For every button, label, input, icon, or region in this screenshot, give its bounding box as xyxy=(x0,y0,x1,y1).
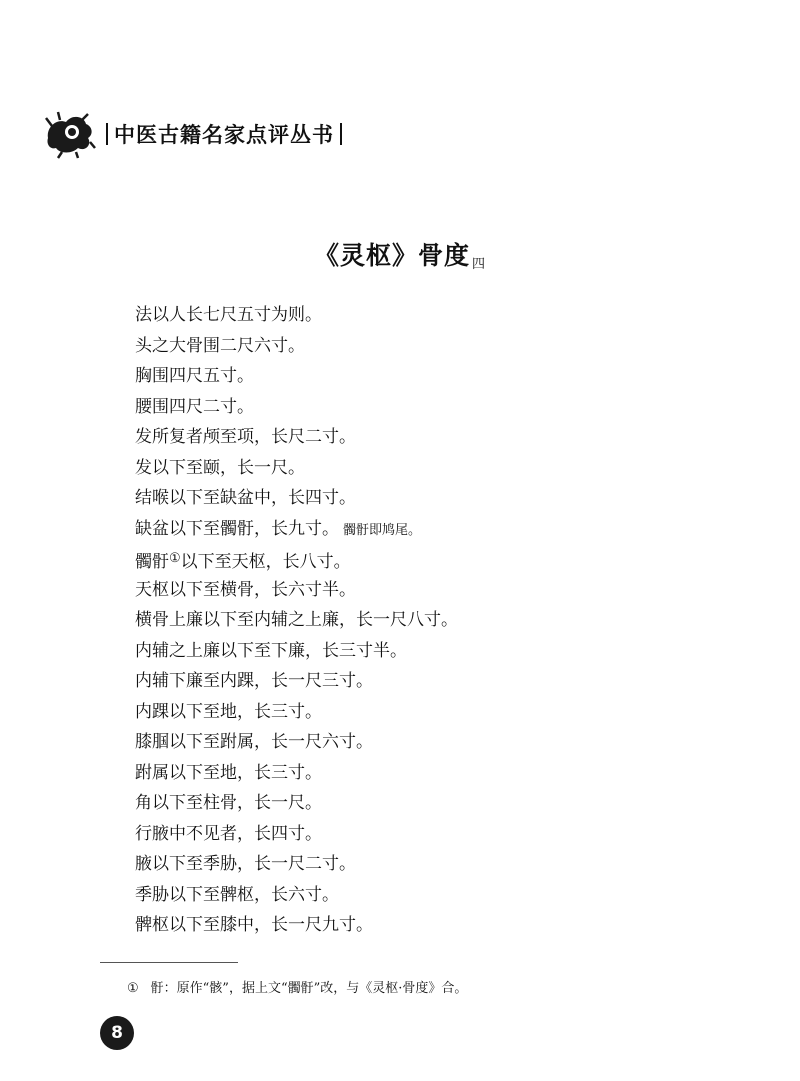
divider xyxy=(106,123,108,145)
text-line xyxy=(135,361,735,392)
text-line xyxy=(135,788,735,819)
text-line xyxy=(135,849,735,880)
line-text: 腰围四尺二寸。 xyxy=(135,396,254,417)
series-title xyxy=(100,119,348,149)
footnote-text: 骬：原作“骸”，据上文“髑骬”改，与《灵枢·骨度》合。 xyxy=(150,981,468,996)
annotation-note: 髑骬即鸠尾。 xyxy=(343,522,422,538)
line-text: 缺盆以下至髑骬，长九寸。 xyxy=(135,518,339,539)
text-line xyxy=(135,422,735,453)
line-text: 发所复者颅至项，长尺二寸。 xyxy=(135,427,356,447)
text-line xyxy=(135,880,735,911)
line-text: 发以下至颐，长一尺。 xyxy=(135,457,305,478)
text-line xyxy=(135,727,735,758)
text-body xyxy=(135,300,735,941)
line-text: 内辅之上廉以下至下廉，长三寸半。 xyxy=(135,640,407,661)
text-line xyxy=(135,575,735,606)
line-text: 头之大骨围二尺六寸。 xyxy=(135,335,305,356)
line-text: 髑骬 xyxy=(135,552,169,572)
series-title-text: 中医古籍名家点评丛书 xyxy=(114,123,334,147)
chapter-title xyxy=(0,236,800,272)
text-line xyxy=(135,453,735,484)
text-line xyxy=(135,514,735,545)
line-text: 跗属以下至地，长三寸。 xyxy=(135,762,322,783)
chapter-title-text: 《灵枢》骨度 xyxy=(313,241,470,270)
text-line xyxy=(135,605,735,636)
divider xyxy=(340,123,342,145)
line-text: 角以下至柱骨，长一尺。 xyxy=(135,793,322,813)
line-text: 天枢以下至横骨，长六寸半。 xyxy=(135,579,356,600)
text-line xyxy=(135,392,735,423)
footnote xyxy=(127,977,467,996)
line-text: 结喉以下至缺盆中，长四寸。 xyxy=(135,488,356,508)
footnote-divider xyxy=(100,962,238,963)
text-line xyxy=(135,666,735,697)
text-line xyxy=(135,544,735,575)
text-line xyxy=(135,483,735,514)
line-text: 横骨上廉以下至内辅之上廉，长一尺八寸。 xyxy=(135,610,458,630)
text-line xyxy=(135,697,735,728)
line-text: 行腋中不见者，长四寸。 xyxy=(135,823,322,844)
text-line xyxy=(135,819,735,850)
text-line xyxy=(135,331,735,362)
line-text: 腋以下至季胁，长一尺二寸。 xyxy=(135,854,356,874)
page-number: 8 xyxy=(100,1016,134,1050)
line-text: 季胁以下至髀枢，长六寸。 xyxy=(135,884,339,905)
footnote-reference[interactable]: ① xyxy=(169,551,181,566)
footnote-number: ① xyxy=(127,981,139,996)
line-text: 法以人长七尺五寸为则。 xyxy=(135,305,322,325)
line-text: 髀枢以下至膝中，长一尺九寸。 xyxy=(135,915,373,935)
line-text: 内辅下廉至内踝，长一尺三寸。 xyxy=(135,671,373,691)
line-text: 胸围四尺五寸。 xyxy=(135,366,254,386)
line-text: 膝腘以下至跗属，长一尺六寸。 xyxy=(135,732,373,752)
text-line xyxy=(135,758,735,789)
line-text: 内踝以下至地，长三寸。 xyxy=(135,701,322,722)
text-line xyxy=(135,910,735,941)
line-text: 以下至天枢，长八寸。 xyxy=(180,552,351,572)
series-header xyxy=(42,108,348,160)
chapter-title-superscript: 四 xyxy=(472,257,487,272)
text-line xyxy=(135,636,735,667)
dragon-logo-icon xyxy=(42,108,96,160)
text-line xyxy=(135,300,735,331)
